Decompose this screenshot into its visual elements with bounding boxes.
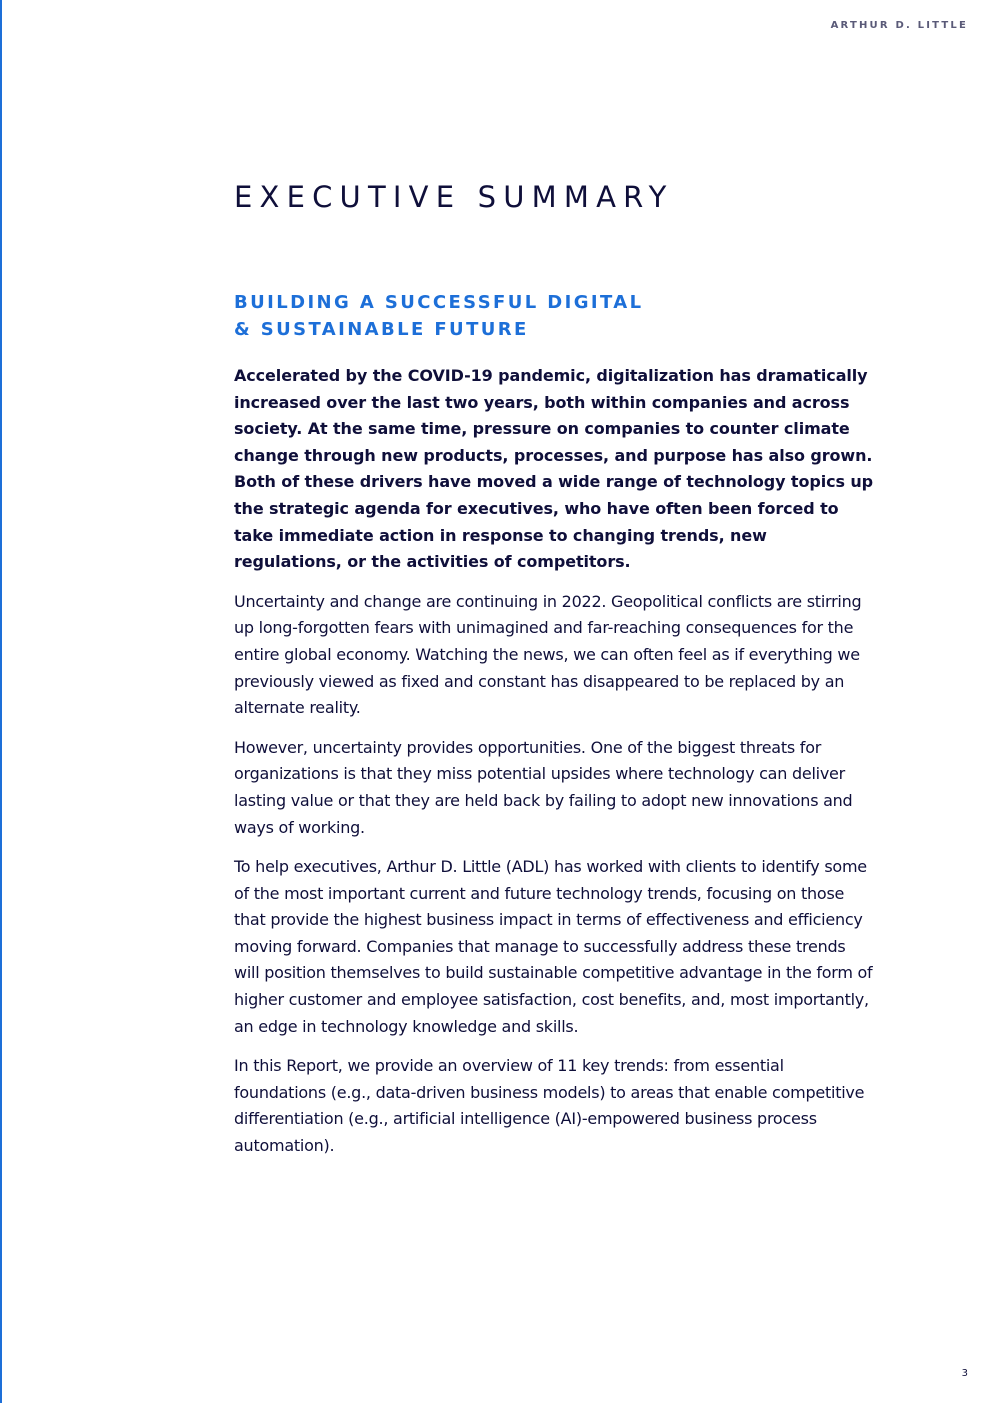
body-paragraph-uncertainty: Uncertainty and change are continuing in 2022. Geopolitical conflicts are stirring up long-forgotten fears with unimagined and far-reaching consequences for the entire global economy. Watching the news, we can often feel as if everything we previously viewed as fixed and constant has disappeared to be replaced by an alternate reality.	[234, 591, 862, 718]
lead-paragraph: Accelerated by the COVID-19 pandemic, digitalization has dramatically increased over the last two years, both within companies and across society. At the same time, pressure on companies to counter climate change through new products, processes, and purpose has also grown. Both of these drivers have moved a wide range of technology topics up the strategic agenda for executives, who have often been forced to take immediate action in response to changing trends, new regulations, or the activities of competitors.	[234, 366, 874, 572]
section-heading	[234, 289, 794, 343]
body-paragraph-opportunities: However, uncertainty provides opportunities. One of the biggest threats for organizations is that they miss potential upsides where technology can deliver lasting value or that they are held back by failing to adopt new innovations and ways of working.	[234, 737, 853, 837]
body-text	[234, 363, 874, 1173]
section-heading-line-2: & SUSTAINABLE FUTURE	[234, 319, 529, 340]
page-number: 3	[961, 1368, 968, 1379]
page-title: EXECUTIVE SUMMARY	[234, 180, 674, 214]
body-paragraph-adl-trends: To help executives, Arthur D. Little (ADL) has worked with clients to identify some of the most important current and future technology trends, focusing on those that provide the highest business impact in terms of effectiveness and efficiency moving forward. Companies that manage to successfully address these trends will position themselves to build sustainable competitive advantage in the form of higher customer and employee satisfaction, cost benefits, and, most importantly, an edge in technology knowledge and skills.	[234, 857, 873, 1036]
running-header: ARTHUR D. LITTLE	[830, 20, 968, 31]
body-paragraph-report-overview: In this Report, we provide an overview of 11 key trends: from essential foundations (e.g., data-driven business models) to areas that enable competitive differentiation (e.g., artificial intelligence (AI)-empowered business process automation).	[234, 1056, 865, 1156]
section-heading-line-1: BUILDING A SUCCESSFUL DIGITAL	[234, 292, 644, 313]
left-accent-rule	[0, 0, 2, 1403]
